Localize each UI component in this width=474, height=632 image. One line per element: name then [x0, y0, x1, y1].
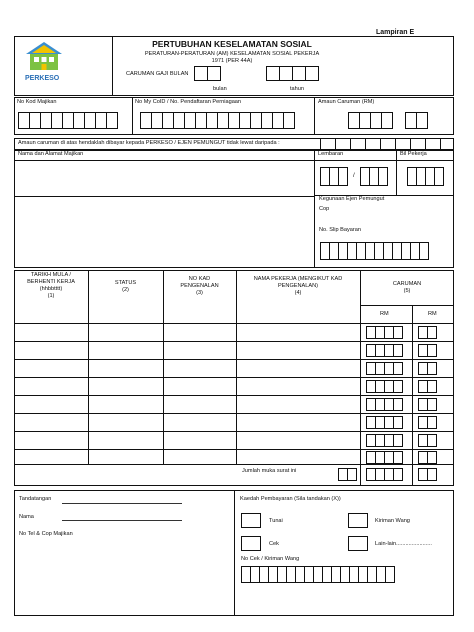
- lain-lain-checkbox[interactable]: [348, 536, 368, 551]
- table-row: [14, 377, 454, 378]
- table-row: [14, 359, 454, 360]
- caruman-amount-input[interactable]: [418, 344, 436, 357]
- amaun-note: Amaun caruman di atas hendaklah dibayar kepada PERKESO / EJEN PEMUNGUT tidak lewat daripada :: [18, 140, 280, 146]
- caruman-amount-input[interactable]: [418, 468, 436, 481]
- lembaran-input-a[interactable]: [320, 167, 347, 186]
- address-header-line: [14, 160, 454, 161]
- kiriman-wang-checkbox[interactable]: [348, 513, 368, 528]
- no-slip-label: No. Slip Bayaran: [319, 227, 361, 233]
- caruman-amount-input[interactable]: [418, 380, 436, 393]
- table-col-divider-2: [163, 270, 164, 464]
- kod-majikan-input[interactable]: [18, 112, 117, 129]
- amaun-rm-input[interactable]: [348, 112, 392, 129]
- cek-checkbox[interactable]: [241, 536, 261, 551]
- tandatangan-label: Tandatangan: [19, 496, 52, 502]
- col-nama-header: NAMA PEKERJA (MENGIKUT KAD PENGENALAN) (4): [253, 276, 343, 296]
- table-header-line: [14, 323, 454, 324]
- caruman-amount-input[interactable]: [366, 434, 402, 447]
- caruman-sub-line: [360, 305, 454, 306]
- tunai-checkbox[interactable]: [241, 513, 261, 528]
- caruman-amount-input[interactable]: [418, 416, 436, 429]
- employer-id-divider-1: [132, 97, 133, 135]
- address-divider: [314, 150, 315, 268]
- caruman-amount-input[interactable]: [418, 451, 436, 464]
- kiriman-wang-label: Kiriman Wang: [375, 518, 410, 524]
- col-tarikh-header: TARIKH MULA / BERHENTI KERJA (hhbbtttt) (1): [27, 272, 75, 299]
- tandatangan-line[interactable]: [62, 503, 182, 504]
- caruman-amount-input[interactable]: [366, 468, 402, 481]
- month-input[interactable]: [194, 66, 220, 81]
- no-slip-input[interactable]: [320, 242, 428, 260]
- bil-pekerja-input[interactable]: [407, 167, 443, 186]
- caruman-amount-input[interactable]: [366, 380, 402, 393]
- lain-lain-label: Lain-lain.......................: [375, 541, 432, 547]
- caruman-amount-input[interactable]: [366, 362, 402, 375]
- caruman-amount-input[interactable]: [418, 362, 436, 375]
- bulan-label: bulan: [213, 86, 227, 92]
- nama-alamat-label: Nama dan Alamat Majikan: [18, 151, 84, 157]
- col-caruman-header: CARUMAN (5): [392, 281, 422, 294]
- table-row: [14, 431, 454, 432]
- subtitle-line1: PERATURAN-PERATURAN (AM) KESELAMATAN SOSIAL PEKERJA: [144, 51, 320, 57]
- lampiran-label: Lampiran E: [376, 29, 415, 36]
- lembaran-input-b[interactable]: [360, 167, 387, 186]
- caruman-amount-input[interactable]: [418, 326, 436, 339]
- no-cek-input[interactable]: [241, 566, 394, 583]
- perkeso-logo-icon: [24, 41, 64, 71]
- cek-label: Cek: [269, 541, 279, 547]
- year-input[interactable]: [266, 66, 318, 81]
- address-mid-line: [14, 196, 314, 197]
- no-my-coid-label: No My CoID / No. Pendaftaran Perniagaan: [135, 99, 242, 105]
- footer-divider: [234, 490, 235, 616]
- nama-line[interactable]: [62, 520, 182, 521]
- table-row: [14, 413, 454, 414]
- due-date-input[interactable]: [320, 138, 440, 150]
- no-cek-label: No Cek / Kiriman Wang: [241, 556, 300, 562]
- jumlah-prefix-input[interactable]: [338, 468, 356, 481]
- kegunaan-ejen-label: Kegunaan Ejen Pemungut: [319, 196, 385, 202]
- form-title: PERTUBUHAN KESELAMATAN SOSIAL: [152, 39, 312, 49]
- jumlah-label: Jumlah muka surat ini: [242, 468, 297, 474]
- caruman-amount-input[interactable]: [366, 344, 402, 357]
- kaedah-label: Kaedah Pembayaran (Sila tandakan (X)): [240, 496, 341, 502]
- no-tel-label: No Tel & Cop Majikan: [19, 531, 73, 537]
- table-row: [14, 464, 454, 465]
- no-kod-majikan-label: No Kod Majikan: [17, 99, 57, 105]
- subtitle-line2: 1971 (PER 44A): [211, 58, 253, 64]
- caruman-amount-input[interactable]: [418, 398, 436, 411]
- col-kad-header: NO KAD PENGENALAN (3): [180, 276, 219, 296]
- caruman-amount-input[interactable]: [366, 398, 402, 411]
- col-status-header: STATUS (2): [114, 280, 137, 293]
- lembaran-label: Lembaran: [318, 151, 344, 157]
- caruman-amount-input[interactable]: [366, 326, 402, 339]
- lembaran-slash: /: [353, 172, 355, 179]
- caruman-amount-input[interactable]: [366, 451, 402, 464]
- table-row: [14, 395, 454, 396]
- amaun-caruman-label: Amaun Caruman (RM): [318, 99, 375, 105]
- caruman-amount-input[interactable]: [366, 416, 402, 429]
- caruman-amount-input[interactable]: [418, 434, 436, 447]
- rm-label-1: RM: [380, 311, 389, 317]
- logo-text: PERKESO: [25, 75, 60, 82]
- table-row: [14, 449, 454, 450]
- lembaran-divider: [396, 150, 397, 195]
- table-col-divider-3: [236, 270, 237, 464]
- my-coid-input[interactable]: [140, 112, 294, 129]
- table-col-divider-4: [360, 270, 361, 486]
- table-row: [14, 341, 454, 342]
- amaun-sen-input[interactable]: [405, 112, 427, 129]
- rm-label-2: RM: [428, 311, 437, 317]
- table-col-divider-1: [88, 270, 89, 464]
- employer-id-divider-2: [314, 97, 315, 135]
- tunai-label: Tunai: [269, 518, 283, 524]
- nama-label: Nama: [19, 514, 34, 520]
- caruman-gaji-bulan-label: CARUMAN GAJI BULAN: [126, 71, 189, 77]
- tahun-label: tahun: [290, 86, 304, 92]
- bil-pekerja-label: Bil Pekerja: [400, 151, 427, 157]
- cop-label: Cop: [319, 206, 330, 212]
